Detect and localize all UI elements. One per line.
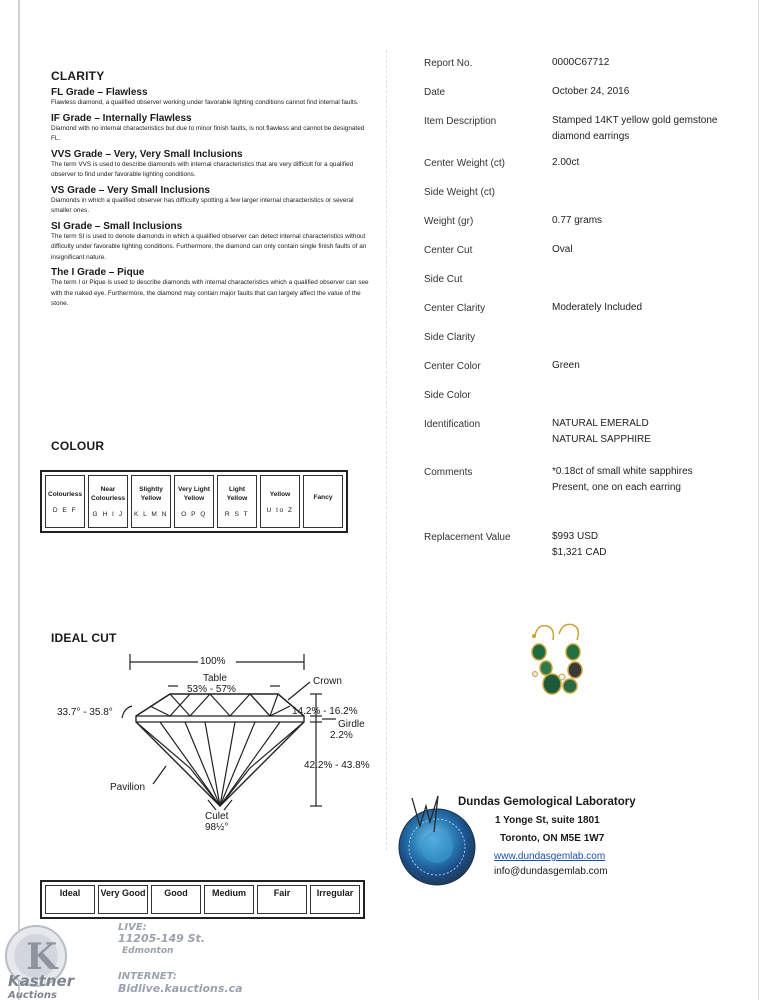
- colour-name: Colourless: [47, 490, 83, 498]
- cut-grade-table: [40, 880, 365, 919]
- crown-angle-label: 33.7° - 35.8°: [57, 707, 113, 718]
- watermark-live-label: LIVE:: [118, 922, 147, 933]
- report-value: [552, 329, 742, 361]
- report-row: [424, 361, 754, 390]
- report-value: 2.00ct: [552, 157, 580, 168]
- report-label: Item Description: [424, 116, 497, 127]
- report-row: [424, 187, 754, 216]
- report-value: Stamped 14KT yellow gold gemstone diamond earrings: [552, 115, 718, 142]
- total-width-label: 100%: [200, 656, 226, 667]
- report-value: Moderately Included: [552, 302, 643, 313]
- clarity-grades: [51, 87, 371, 310]
- brand-line1: Kastner: [8, 972, 75, 990]
- cut-grade-cell: Irregular: [310, 885, 360, 914]
- colour-cell: [303, 475, 343, 528]
- cut-grade-cell: Very Good: [98, 885, 148, 914]
- report-label: Side Clarity: [424, 332, 476, 343]
- clarity-heading: CLARITY: [51, 69, 105, 83]
- report-value: [552, 387, 742, 419]
- ideal-cut-heading: IDEAL CUT: [51, 631, 117, 645]
- report-label: Center Color: [424, 361, 481, 372]
- colour-name: Slightly Yellow: [139, 486, 163, 502]
- report-row: [424, 532, 754, 572]
- clarity-grade: [51, 267, 371, 310]
- report-row: [424, 116, 754, 158]
- colour-name: Yellow: [269, 490, 291, 498]
- clarity-grade: [51, 149, 371, 181]
- grade-desc: The term VVS is used to describe diamonds with internal characteristics that are very difficult for a qualified observer to find under favorable lighting conditions.: [51, 160, 354, 178]
- clarity-grade: [51, 87, 371, 109]
- lab-email: info@dundasgemlab.com: [494, 866, 608, 877]
- colour-code: R S T: [224, 511, 250, 518]
- report-value: [552, 271, 742, 303]
- report-value: Green: [552, 360, 580, 371]
- girdle-pct-label: 2.2%: [330, 730, 353, 741]
- grade-title: SI Grade – Small Inclusions: [51, 220, 183, 232]
- table-range-label: 53% - 57%: [187, 684, 236, 695]
- clarity-grade: [51, 185, 371, 217]
- report-label: Center Cut: [424, 245, 473, 256]
- grade-desc: Diamonds in which a qualified observer has difficulty spotting a few larger internal characteristics or several smaller ones.: [51, 196, 354, 214]
- report-value: October 24, 2016: [552, 86, 630, 97]
- report-value: *0.18ct of small white sapphires Present, one on each earring: [552, 466, 693, 493]
- colour-cell: [45, 475, 85, 528]
- report-label: Identification: [424, 419, 481, 430]
- lab-address1: 1 Yonge St, suite 1801: [495, 815, 600, 826]
- cut-grade-cell: Medium: [204, 885, 254, 914]
- colour-cell: [174, 475, 214, 528]
- colour-cell: [88, 475, 128, 528]
- report-row: [424, 332, 754, 361]
- grade-title: The I Grade – Pique: [51, 267, 145, 278]
- clarity-grade: [51, 113, 371, 145]
- report-row: [424, 303, 754, 332]
- cut-grade-cell: Ideal: [45, 885, 95, 914]
- grade-title: VVS Grade – Very, Very Small Inclusions: [51, 148, 243, 160]
- report-label: Center Weight (ct): [424, 158, 505, 169]
- report-details: [424, 58, 754, 572]
- kastner-auctions-logo: [2, 922, 112, 1000]
- grade-desc: Diamond with no internal characteristics but due to minor finish faults, is not flawless and cannot be designated FL.: [51, 124, 365, 142]
- grade-desc: The term SI is used to denote diamonds in which a qualified observer can detect internal characteristics without difficulty under favorable lighting conditions. Furthermore, the diamond can only contain single finish faults of an insignificant nature.: [51, 232, 367, 261]
- watermark-internet-label: INTERNET:: [118, 971, 177, 982]
- watermark-city: Edmonton: [122, 946, 174, 956]
- colour-code: K L M N: [133, 511, 169, 518]
- report-row: [424, 274, 754, 303]
- report-row: [424, 390, 754, 419]
- grade-desc: Flawless diamond, a qualified observer working under favorable lighting conditions cannot find internal faults.: [51, 99, 359, 106]
- colour-cell: [217, 475, 257, 528]
- watermark-address: 11205-149 St.: [118, 932, 205, 945]
- lab-website-link[interactable]: www.dundasgemlab.com: [494, 851, 606, 862]
- grade-title: IF Grade – Internally Flawless: [51, 112, 192, 124]
- grade-title: VS Grade – Very Small Inclusions: [51, 184, 210, 196]
- earrings-photo: [515, 622, 600, 712]
- colour-cell: [260, 475, 300, 528]
- report-label: Report No.: [424, 58, 473, 69]
- report-row: [424, 87, 754, 116]
- crown-label: Crown: [313, 676, 342, 687]
- report-label: Date: [424, 87, 446, 98]
- colour-name: Fancy: [313, 494, 333, 501]
- clarity-grade: [51, 221, 371, 264]
- grade-desc: The term I or Pique is used to describe diamonds with internal characteristics which a qualified observer can see with the naked eye. Furthermore, the diamond may contain major faults that can largely affect the value of the stone.: [51, 279, 369, 307]
- report-row: [424, 216, 754, 245]
- colour-name: Near Colourless: [90, 486, 126, 502]
- svg-text:K: K: [26, 936, 58, 978]
- report-label: Comments: [424, 467, 473, 478]
- report-row: [424, 467, 754, 532]
- report-value: NATURAL EMERALD NATURAL SAPPHIRE: [552, 418, 651, 445]
- lab-address2: Toronto, ON M5E 1W7: [500, 833, 605, 844]
- colour-name: Light Yellow: [226, 486, 248, 502]
- report-row: [424, 419, 754, 467]
- brand-line2: Auctions: [8, 990, 57, 1000]
- colour-code: D E F: [52, 506, 78, 514]
- report-label: Side Color: [424, 390, 471, 401]
- column-divider: [386, 50, 387, 850]
- report-row: [424, 58, 754, 87]
- watermark-internet-site: Bidlive.kauctions.ca: [118, 982, 243, 995]
- report-label: Side Weight (ct): [424, 187, 495, 198]
- report-value: 0.77 grams: [552, 215, 603, 226]
- culet-value-label: 98½°: [205, 822, 229, 833]
- colour-code: G H I J: [92, 511, 124, 518]
- culet-label: Culet: [205, 811, 229, 822]
- report-row: [424, 158, 754, 187]
- report-label: Side Cut: [424, 274, 463, 285]
- pavilion-label: Pavilion: [110, 782, 146, 793]
- lab-name: Dundas Gemological Laboratory: [458, 796, 636, 808]
- report-value: $993 USD $1,321 CAD: [552, 531, 607, 558]
- page-right-edge: [758, 0, 759, 1000]
- colour-heading: COLOUR: [51, 439, 105, 453]
- report-label: Replacement Value: [424, 532, 511, 543]
- pavilion-depth-label: 42.2% - 43.8%: [304, 760, 370, 771]
- cut-grade-cell: Fair: [257, 885, 307, 914]
- girdle-label: Girdle: [338, 719, 365, 730]
- cut-grade-cell: Good: [151, 885, 201, 914]
- report-value: 0000C67712: [552, 57, 610, 68]
- colour-cell: [131, 475, 171, 528]
- crown-height-label: 14.2% - 16.2%: [292, 706, 358, 717]
- colour-code: U to Z: [266, 506, 294, 514]
- table-label: Table: [203, 673, 227, 684]
- colour-scale-table: [40, 470, 348, 533]
- colour-name: Very Light Yellow: [178, 486, 210, 502]
- report-label: Weight (gr): [424, 216, 474, 227]
- report-value: Oval: [552, 244, 573, 255]
- report-label: Center Clarity: [424, 303, 486, 314]
- colour-code: O P Q: [181, 511, 207, 518]
- report-value: [552, 184, 742, 216]
- grade-title: FL Grade – Flawless: [51, 87, 148, 98]
- page-binder-edge: [18, 0, 20, 1000]
- report-row: [424, 245, 754, 274]
